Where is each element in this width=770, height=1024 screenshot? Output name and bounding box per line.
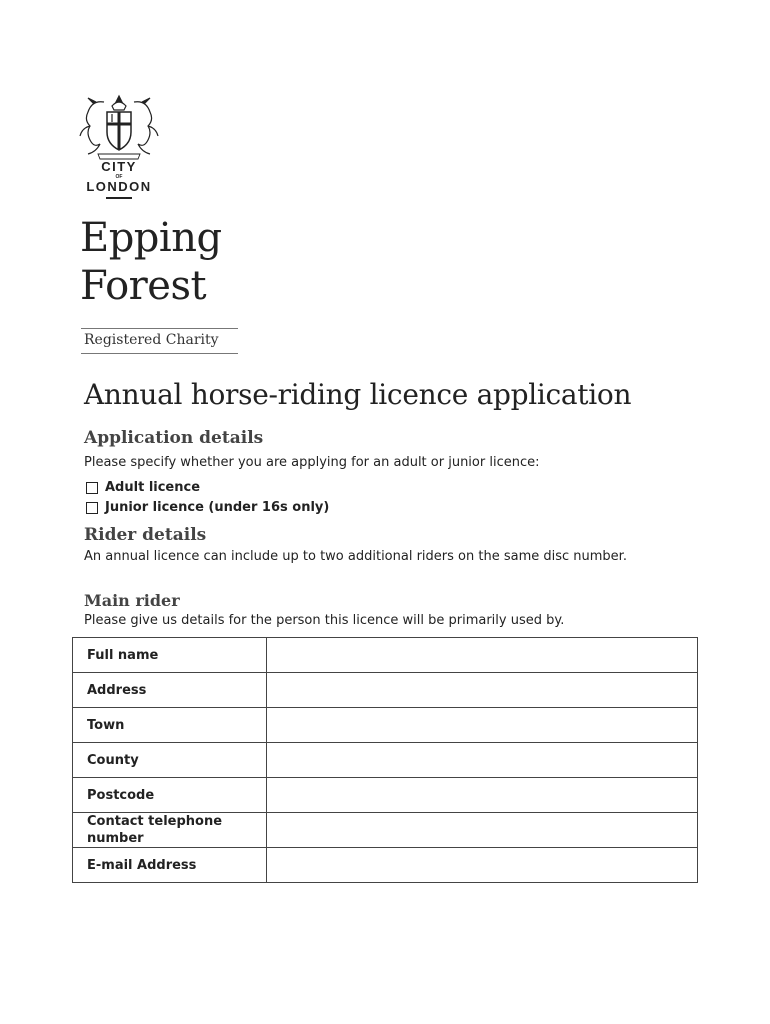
brand-line-2: Forest <box>80 263 207 309</box>
table-row <box>73 638 698 673</box>
adult-licence-option[interactable] <box>86 480 200 495</box>
contact-telephone-label: Contact telephone number <box>73 813 267 848</box>
table-row <box>73 848 698 883</box>
table-row <box>73 743 698 778</box>
town-field[interactable] <box>267 708 698 743</box>
application-details-heading: Application details <box>84 428 264 448</box>
rider-details-intro: An annual licence can include up to two additional riders on the same disc number. <box>84 549 627 564</box>
page-title: Annual horse-riding licence application <box>84 378 632 411</box>
email-address-field[interactable] <box>267 848 698 883</box>
main-rider-form-table <box>72 637 698 883</box>
logo-of-text: OF <box>115 174 123 180</box>
postcode-label: Postcode <box>73 778 267 813</box>
logo-city-text: CITY <box>101 159 137 174</box>
main-rider-heading: Main rider <box>84 591 180 610</box>
junior-licence-label: Junior licence (under 16s only) <box>105 500 330 515</box>
address-label: Address <box>73 673 267 708</box>
registered-charity-label: Registered Charity <box>81 328 238 354</box>
table-row <box>73 778 698 813</box>
junior-licence-checkbox[interactable] <box>86 502 98 514</box>
junior-licence-option[interactable] <box>86 500 329 515</box>
postcode-field[interactable] <box>267 778 698 813</box>
city-of-london-wordmark <box>74 160 164 199</box>
rider-details-heading: Rider details <box>84 525 207 545</box>
table-row <box>73 708 698 743</box>
full-name-label: Full name <box>73 638 267 673</box>
contact-telephone-field[interactable] <box>267 813 698 848</box>
logo-underline <box>106 197 132 199</box>
table-row <box>73 673 698 708</box>
city-of-london-crest-logo <box>74 92 164 162</box>
epping-forest-brand <box>80 214 222 310</box>
application-details-intro: Please specify whether you are applying for an adult or junior licence: <box>84 455 540 470</box>
main-rider-intro: Please give us details for the person this licence will be primarily used by. <box>84 613 565 628</box>
table-row <box>73 813 698 848</box>
county-field[interactable] <box>267 743 698 778</box>
address-field[interactable] <box>267 673 698 708</box>
adult-licence-checkbox[interactable] <box>86 482 98 494</box>
logo-london-text: LONDON <box>86 179 152 194</box>
full-name-field[interactable] <box>267 638 698 673</box>
email-address-label: E-mail Address <box>73 848 267 883</box>
brand-line-1: Epping <box>80 215 222 261</box>
county-label: County <box>73 743 267 778</box>
adult-licence-label: Adult licence <box>105 480 201 495</box>
town-label: Town <box>73 708 267 743</box>
